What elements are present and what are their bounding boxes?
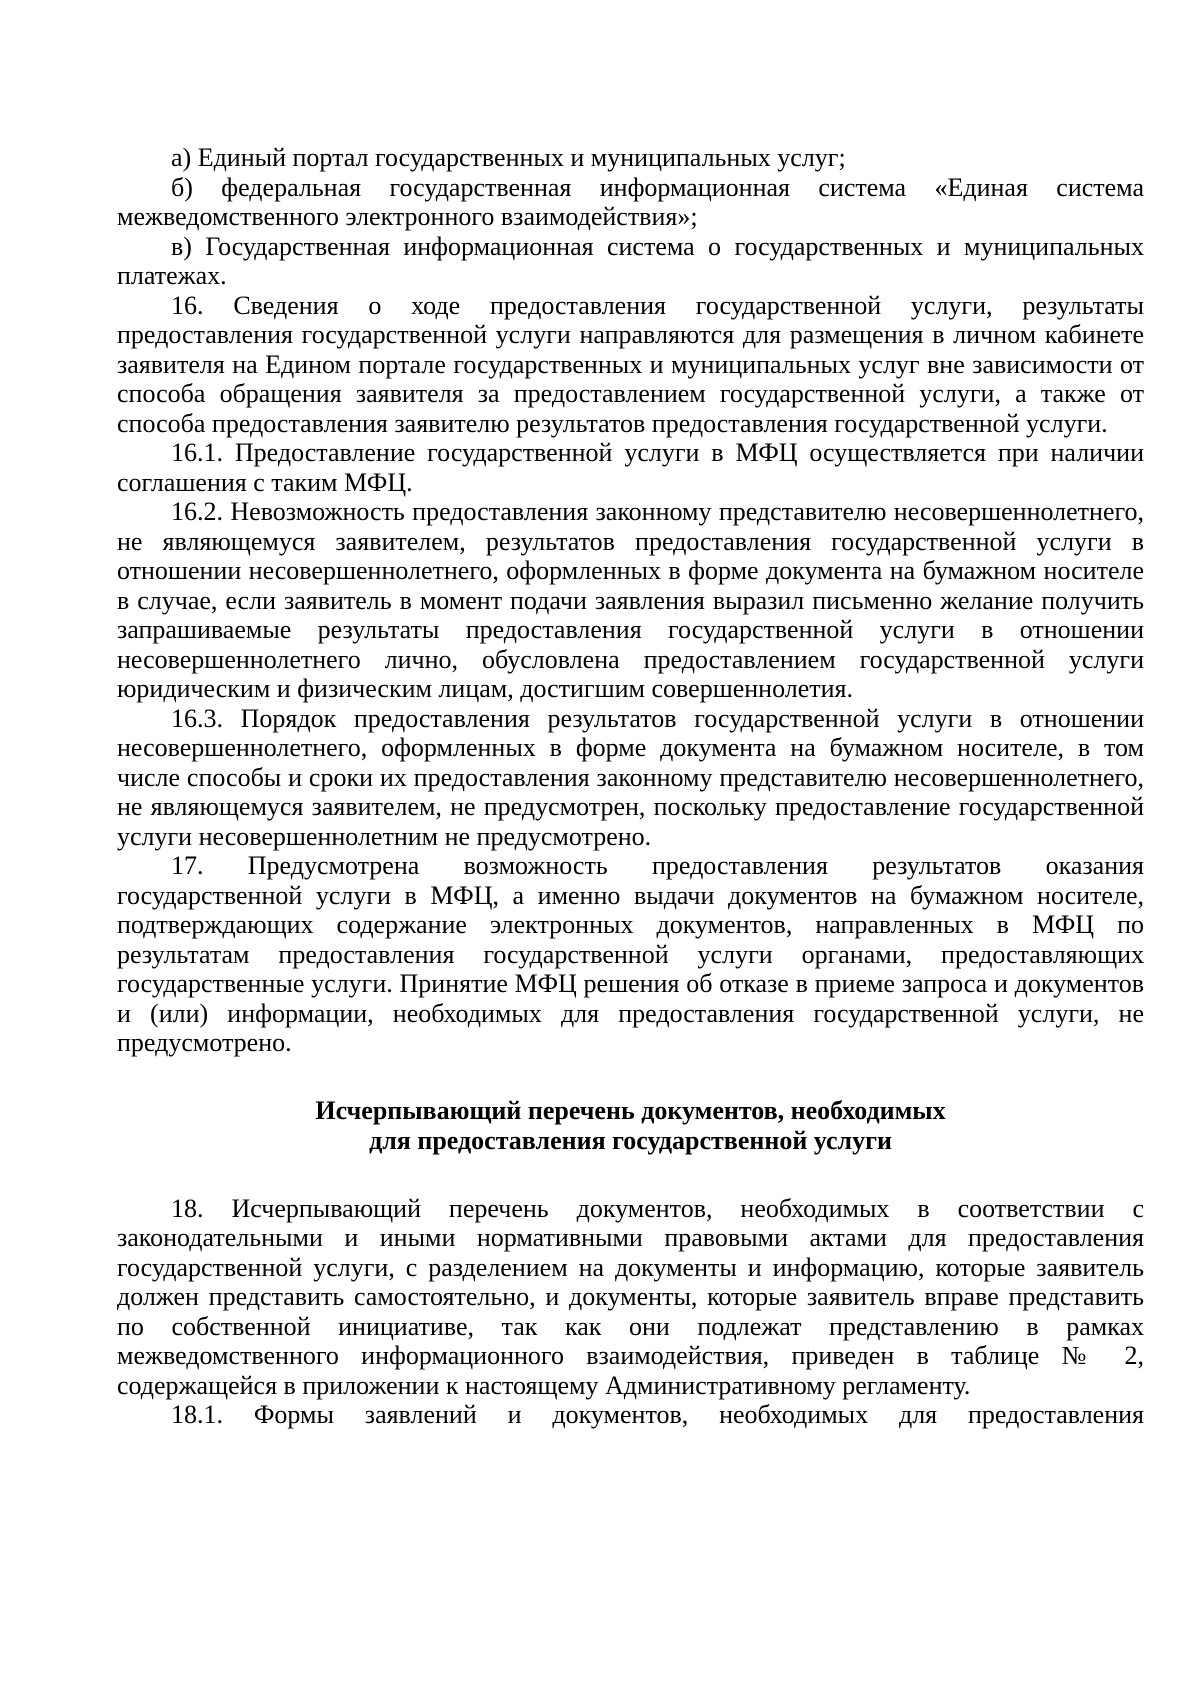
paragraph-item-a: а) Единый портал государственных и муниципальных услуг;: [171, 143, 846, 172]
section-heading: [117, 1096, 1144, 1156]
paragraph-16-1: 16.1. Предоставление государственной услуги в МФЦ осуществляется при наличии соглашения с таким МФЦ.: [117, 438, 1144, 497]
document-page: [117, 143, 1144, 1430]
paragraph-18-1: 18.1. Формы заявлений и документов, необходимых для предоставления: [171, 1400, 1144, 1429]
paragraph-item-b: б) федеральная государственная информационная система «Единая система межведомственного электронного взаимодействия»;: [117, 172, 1144, 231]
section-heading-line1: Исчерпывающий перечень документов, необходимых: [315, 1095, 946, 1125]
paragraph-18: 18. Исчерпывающий перечень документов, необходимых в соответствии с законодательными и иными нормативными правовыми актами для предоставления государственной услуги, с разделением на документы и информацию, которые заявитель должен представить самостоятельно, и документы, которые заявитель вправе представить по собственной инициативе, так как они подлежат представлению в рамках межведомственного информационного взаимодействия, приведен в таблице № 2, содержащейся в приложении к настоящему Административному регламенту.: [117, 1193, 1144, 1400]
paragraph-16-2: 16.2. Невозможность предоставления законному представителю несовершеннолетнего, не являющемуся заявителем, результатов предоставления государственной услуги в отношении несовершеннолетнего, оформленных в форме документа на бумажном носителе в случае, если заявитель в момент подачи заявления выразил письменно желание получить запрашиваемые результаты предоставления государственной услуги в отношении несовершеннолетнего лично, обусловлена предоставлением государственной услуги юридическим и физическим лицам, достигшим совершеннолетия.: [117, 497, 1144, 703]
section-heading-line2: для предоставления государственной услуги: [369, 1125, 892, 1155]
paragraph-17: 17. Предусмотрена возможность предоставления результатов оказания государственной услуги в МФЦ, а именно выдачи документов на бумажном носителе, подтверждающих содержание электронных документов, направленных в МФЦ по результатам предоставления государственной услуги органами, предоставляющих государственные услуги. Принятие МФЦ решения об отказе в приеме запроса и документов и (или) информации, необходимых для предоставления государственной услуги, не предусмотрено.: [117, 851, 1144, 1057]
paragraph-16: 16. Сведения о ходе предоставления государственной услуги, результаты предоставления государственной услуги направляются для размещения в личном кабинете заявителя на Едином портале государственных и муниципальных услуг вне зависимости от способа обращения заявителя за предоставлением государственной услуги, а также от способа предоставления заявителю результатов предоставления государственной услуги.: [117, 290, 1144, 438]
paragraph-item-v: в) Государственная информационная система о государственных и муниципальных платежах.: [117, 231, 1144, 290]
paragraph-16-3: 16.3. Порядок предоставления результатов государственной услуги в отношении несовершеннолетнего, оформленных в форме документа на бумажном носителе, в том числе способы и сроки их предоставления законному представителю несовершеннолетнего, не являющемуся заявителем, не предусмотрен, поскольку предоставление государственной услуги несовершеннолетним не предусмотрено.: [117, 703, 1144, 851]
